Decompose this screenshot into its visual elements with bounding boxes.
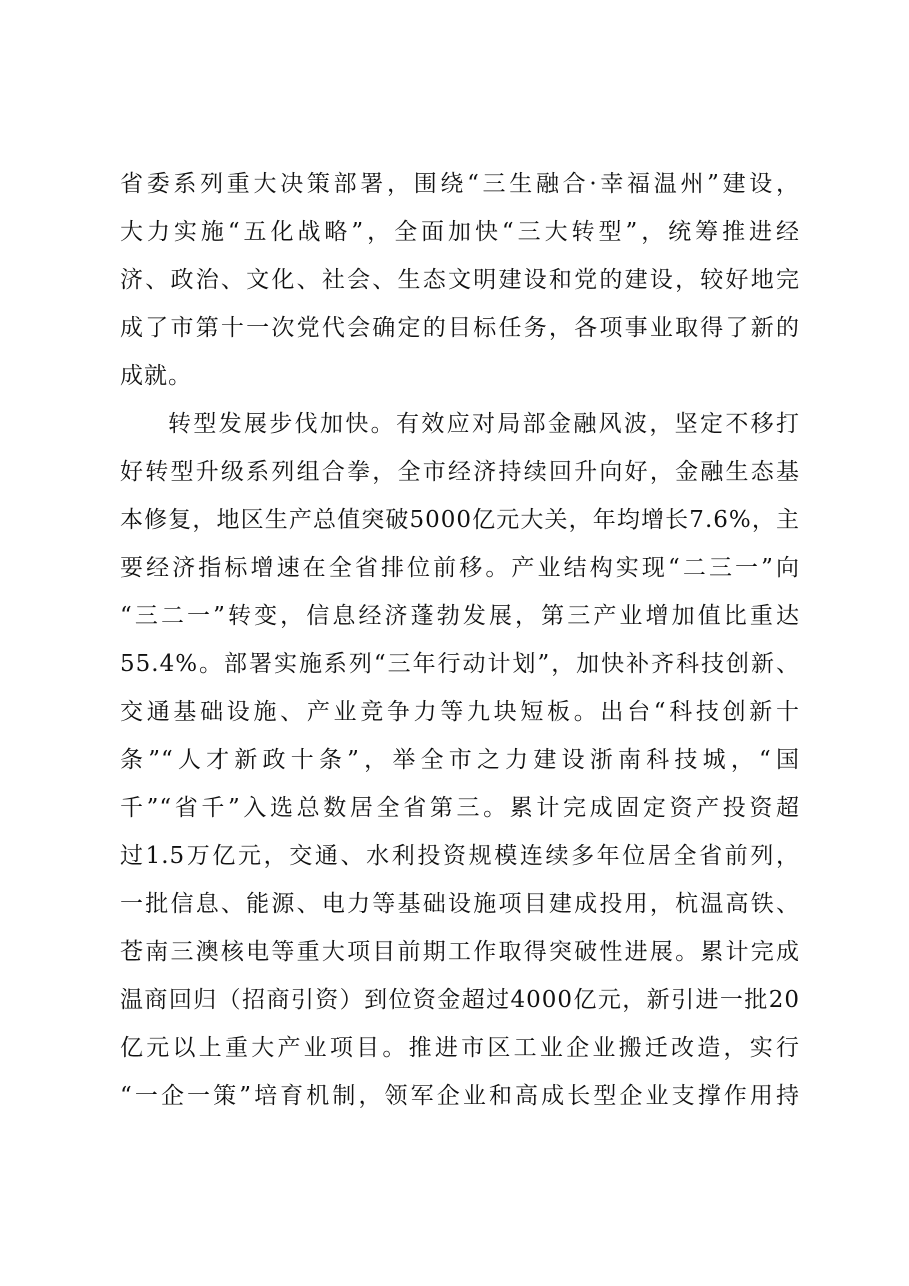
paragraph-1-line-2: 大力实施“五化战略”，全面加快“三大转型”，统筹推进经 <box>120 219 800 245</box>
paragraph-2-line-1: 转型发展步伐加快。有效应对局部金融风波，坚定不移打 <box>168 411 800 437</box>
paragraph-2-line-7: 交通基础设施、产业竞争力等九块短板。出台“科技创新十 <box>120 699 800 725</box>
paragraph-2-line-12: 苍南三澳核电等重大项目前期工作取得突破性进展。累计完成 <box>120 939 800 965</box>
paragraph-2-line-4: 要经济指标增速在全省排位前移。产业结构实现“二三一”向 <box>120 555 800 581</box>
paragraph-2-line-3: 本修复，地区生产总值突破5000亿元大关，年均增长7.6%，主 <box>120 507 800 533</box>
paragraph-1-line-5: 成就。 <box>120 363 192 389</box>
paragraph-2-line-8: 条”“人才新政十条”，举全市之力建设浙南科技城，“国 <box>120 747 800 773</box>
paragraph-2-line-9: 千”“省千”入选总数居全省第三。累计完成固定资产投资超 <box>120 795 800 821</box>
paragraph-1-line-3: 济、政治、文化、社会、生态文明建设和党的建设，较好地完 <box>120 267 800 293</box>
paragraph-1-line-4: 成了市第十一次党代会确定的目标任务，各项事业取得了新的 <box>120 315 800 341</box>
paragraph-2-line-5: “三二一”转变，信息经济蓬勃发展，第三产业增加值比重达 <box>120 603 800 629</box>
paragraph-2-line-10: 过1.5万亿元，交通、水利投资规模连续多年位居全省前列， <box>120 843 800 869</box>
paragraph-2-line-6: 55.4%。部署实施系列“三年行动计划”，加快补齐科技创新、 <box>120 651 800 677</box>
paragraph-2-line-2: 好转型升级系列组合拳，全市经济持续回升向好，金融生态基 <box>120 459 800 485</box>
paragraph-1-line-1: 省委系列重大决策部署，围绕“三生融合·幸福温州”建设， <box>120 171 800 197</box>
paragraph-2-line-13: 温商回归（招商引资）到位资金超过4000亿元，新引进一批20 <box>120 987 800 1013</box>
paragraph-2-line-11: 一批信息、能源、电力等基础设施项目建成投用，杭温高铁、 <box>120 891 800 917</box>
paragraph-2-line-15: “一企一策”培育机制，领军企业和高成长型企业支撑作用持 <box>120 1083 800 1109</box>
paragraph-2-line-14: 亿元以上重大产业项目。推进市区工业企业搬迁改造，实行 <box>120 1035 800 1061</box>
